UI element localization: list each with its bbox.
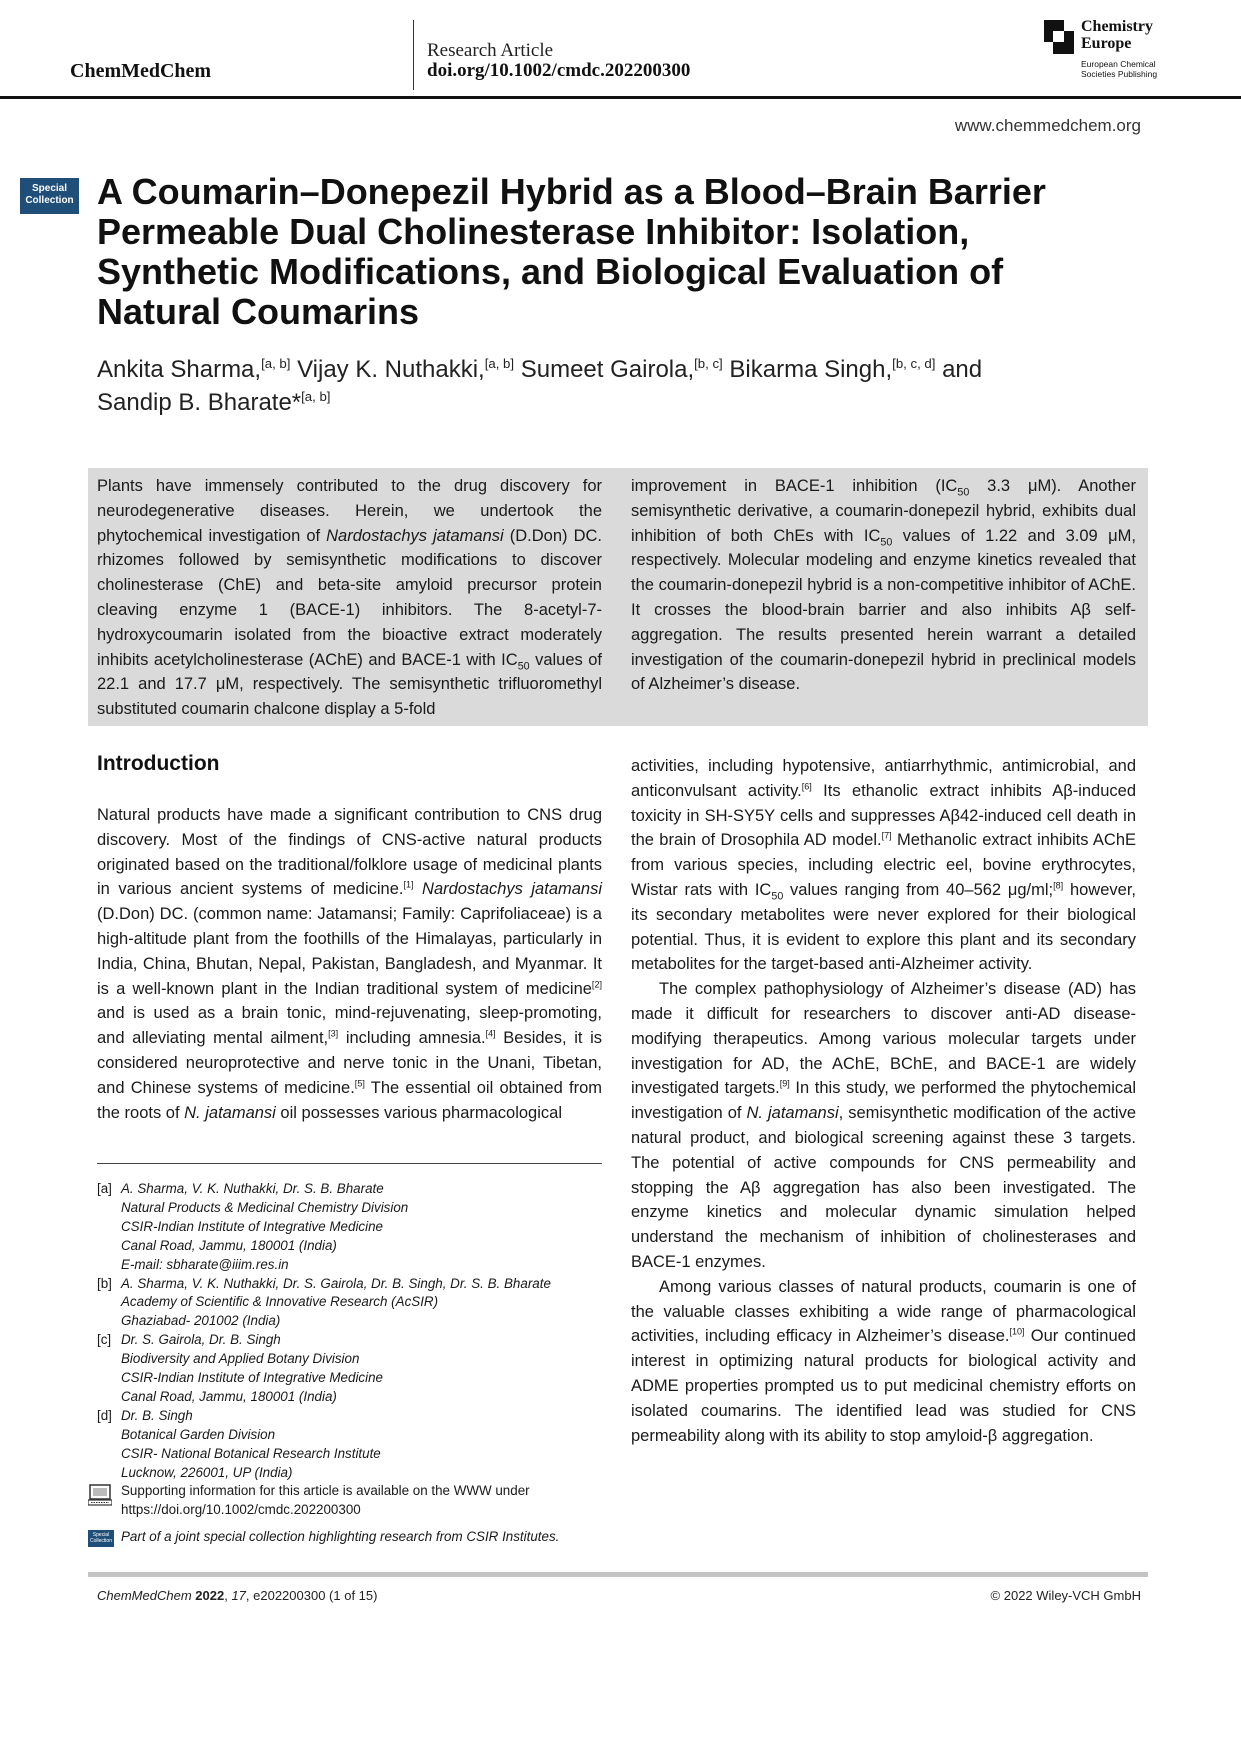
body-paragraph: Natural products have made a significant contribution to CNS drug discovery. Most of the findings of CNS-active natural products originated based on the traditional/folklore usage of medicinal plants in various ancient systems of medicine.[1] Nardostachys jatamansi (D.Don) DC. (common name: Jatamansi; Family: Caprifoliaceae) is a high-altitude plant from the foothills of the Himalayas, particularly in India, China, Bhutan, Nepal, Pakistan, Bangladesh, and Myanmar. It is a well-known plant in the Indian traditional system of medicine[2] and is used as a brain tonic, mind-rejuvenating, sleep-promoting, and alleviating mental ailment,[3] including amnesia.[4] Besides, it is considered neuroprotective and nerve tonic in the Unani, Tibetan, and Chinese systems of medicine.[5] The essential oil obtained from the roots of N. jatamansi oil possesses various pharmacological [97, 806, 603, 1122]
publisher-logo-icon [1044, 20, 1074, 54]
article-title: A Coumarin–Donepezil Hybrid as a Blood–Brain Barrier Permeable Dual Cholinesterase Inhibitor: Isolation, Synthetic Modifications, and Biological Evaluation of Natural Coumarins [97, 171, 1046, 332]
affiliation-list [97, 1180, 607, 1483]
author-affiliation: [a, b] [261, 356, 291, 371]
special-collection-mini-badge: Special Collection [88, 1530, 114, 1547]
abstract-right-column: improvement in BACE-1 inhibition ($IC_{50}$ 3.3 μM). Another semisynthetic derivative, a coumarin-donepezil hybrid, exhibits dual inhibition of both ChEs with $IC_{50}$ values of 1.22 and 3.09 μM, respectively. Molecular modeling and enzyme kinetics revealed that the coumarin-donepezil hybrid is a non-competitive inhibitor of AChE. It crosses the blood-brain barrier and also inhibits Aβ self-aggregation. The results presented herein warrant a detailed investigation of the coumarin-donepezil hybrid in preclinical models of Alzheimer’s disease. [631, 477, 1137, 694]
body-right-column [631, 754, 1136, 1448]
affiliation-item: [c] Dr. S. Gairola, Dr. B. Singh Biodiversity and Applied Botany Division CSIR-Indian Institute of Integrative Medicine Canal Road, Jammu, 180001 (India) [97, 1332, 383, 1404]
author-name: Vijay K. Nuthakki, [297, 356, 485, 383]
citation-ref[interactable]: [1] [403, 879, 414, 890]
doi-link[interactable]: doi.org/10.1002/cmdc.202200300 [427, 60, 691, 81]
email-link[interactable]: E-mail: sbharate@iiim.res.in [121, 1256, 289, 1272]
citation-ref[interactable]: [7] [881, 830, 892, 841]
citation-ref[interactable]: [8] [1053, 880, 1064, 891]
article-type: Research Article [427, 40, 554, 61]
affiliation-item: [d] Dr. B. Singh Botanical Garden Division CSIR- National Botanical Research Institute Lucknow, 226001, UP (India) [97, 1407, 381, 1480]
special-collection-badge: Special Collection [20, 178, 79, 214]
affiliation-divider [97, 1163, 602, 1164]
publisher-name: Chemistry Europe [1081, 18, 1153, 52]
footer-rule [88, 1572, 1148, 1577]
body-paragraph: activities, including hypotensive, antiarrhythmic, antimicrobial, and anticonvulsant activity.[6] Its ethanolic extract inhibits Aβ-induced toxicity in SH-SY5Y cells and suppresses Aβ42-induced cell death in the brain of Drosophila AD model.[7] Methanolic extract inhibits AChE from various species, including electric eel, bovine erythrocytes, Wistar rats with $IC_{50}$ values ranging from 40–562 μg/ml;[8] however, its secondary metabolites were never explored for their biological potential. Thus, it is evident to explore this plant and its secondary metabolites for the target-based anti-Alzheimer activity. [631, 757, 1136, 974]
header-divider [413, 20, 414, 90]
section-heading-introduction: Introduction [97, 752, 220, 775]
header-rule [0, 96, 1241, 99]
citation-ref[interactable]: [5] [354, 1078, 365, 1089]
monitor-icon [88, 1484, 112, 1506]
citation-ref[interactable]: [2] [591, 979, 602, 990]
author-name: Ankita Sharma, [97, 356, 262, 383]
author-list [97, 353, 1097, 419]
body-paragraph: Among various classes of natural products, coumarin is one of the valuable classes exhibiting a wide range of pharmacological activities, including efficacy in Alzheimer’s disease.[10] Our continued interest in optimizing natural products for biological activity and ADME properties prompted us to put medicinal chemistry efforts on isolated coumarins. The identified lead was studied for CNS permeability along with its ability to stop amyloid-β aggregation. [631, 1277, 1136, 1445]
citation-ref[interactable]: [3] [328, 1028, 339, 1039]
citation-ref[interactable]: [10] [1009, 1326, 1025, 1337]
special-collection-note: Special Collection Part of a joint special collection highlighting research from CSIR Institutes. [88, 1528, 628, 1547]
author-affiliation: [b, c] [694, 356, 723, 371]
body-paragraph: The complex pathophysiology of Alzheimer’s disease (AD) has made it difficult for researchers to discover anti-AD disease-modifying therapeutics. Among various molecular targets under investigation for AD, the AChE, BChE, and BACE-1 are widely investigated targets.[9] In this study, we performed the phytochemical investigation of N. jatamansi, semisynthetic modification of the active natural product, and biological screening against these 3 targets. The potential of active compounds for CNS permeability and stopping the Aβ aggregation has also been investigated. The enzyme kinetics and molecular dynamic simulation helped understand the mechanism of inhibition of cholinesterases and BACE-1 enzymes. [631, 980, 1137, 1271]
abstract-left-column: Plants have immensely contributed to the drug discovery for neurodegenerative diseases. Herein, we undertook the phytochemical investigation of Nardostachys jatamansi (D.Don) DC. rhizomes followed by semisynthetic modifications to discover cholinesterase (ChE) and beta-site amyloid precursor protein cleaving enzyme 1 (BACE-1) inhibitors. The 8-acetyl-7-hydroxycoumarin isolated from the bioactive extract moderately inhibits acetylcholinesterase (AChE) and BACE-1 with $IC_{50}$ values of 22.1 and 17.7 μM, respectively. The semisynthetic trifluoromethyl substituted coumarin chalcone display a 5-fold [97, 477, 602, 719]
body-left-column [97, 803, 602, 1125]
author-and: and [942, 356, 983, 383]
journal-website[interactable]: www.chemmedchem.org [954, 116, 1141, 135]
author-name: Sandip B. Bharate* [97, 389, 302, 416]
affiliation-item: [b] A. Sharma, V. K. Nuthakki, Dr. S. Gairola, Dr. B. Singh, Dr. S. B. Bharate Academy of Scientific & Innovative Research (AcSIR) Ghaziabad- 201002 (India) [97, 1275, 551, 1329]
author-affiliation: [a, b] [301, 389, 331, 404]
affiliation-item: [a] A. Sharma, V. K. Nuthakki, Dr. S. B. Bharate Natural Products & Medicinal Chemistry Division CSIR-Indian Institute of Integrative Medicine Canal Road, Jammu, 180001 (India) E-mail: sbharate@iiim.res.in [97, 1180, 607, 1275]
author-affiliation: [b, c, d] [892, 356, 936, 371]
citation-ref[interactable]: [4] [485, 1028, 496, 1039]
footer-copyright: © 2022 Wiley-VCH GmbH [990, 1588, 1141, 1603]
author-name: Bikarma Singh, [729, 356, 893, 383]
publisher-subtitle: European Chemical Societies Publishing [1081, 59, 1158, 79]
supporting-information-note [88, 1482, 608, 1520]
supporting-info-text[interactable]: Supporting information for this article is available on the WWW under https://doi.org/10.1002/cmdc.202200300 [121, 1483, 530, 1517]
author-name: Sumeet Gairola, [520, 356, 695, 383]
footer-citation: ChemMedChem 2022, 17, e202200300 (1 of 15) [97, 1588, 378, 1603]
citation-ref[interactable]: [6] [801, 781, 812, 792]
author-affiliation: [a, b] [484, 356, 515, 371]
citation-ref[interactable]: [9] [779, 1078, 790, 1089]
journal-name: ChemMedChem [70, 60, 212, 82]
publisher-logo[interactable] [1044, 18, 1174, 82]
